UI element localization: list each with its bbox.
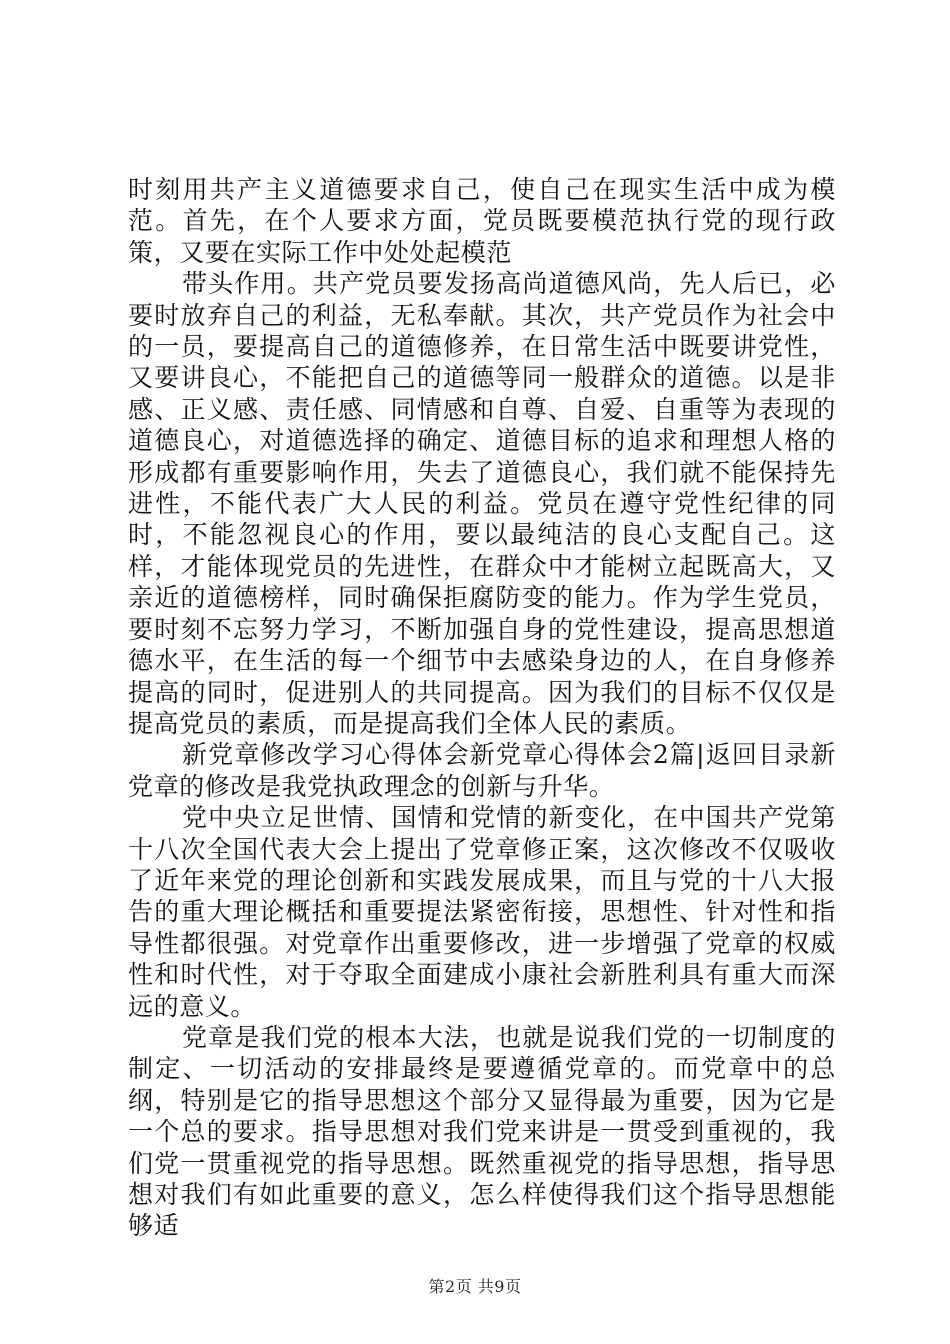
paragraph-2: 带头作用。共产党员要发扬高尚道德风尚，先人后已，必要时放弃自己的利益，无私奉献。其次，共产党员作为社会中的一员，要提高自己的道德修养，在日常生活中既要讲党性，又要讲良心，不能把自己的道德等同一般群众的道德。以是非感、正义感、责任感、同情感和自尊、自爱、自重等为表现的道德良心，对道德选择的确定、道德目标的追求和理想人格的形成都有重要影响作用，失去了道德良心，我们就不能保持先进性，不能代表广大人民的利益。党员在遵守党性纪律的同时，不能忽视良心的作用，要以最纯洁的良心支配自己。这样，才能体现党员的先进性，在群众中才能树立起既高大，又亲近的道德榜样，同时确保拒腐防变的能力。作为学生党员，要时刻不忘努力学习，不断加强自身的党性建设，提高思想道德水平，在生活的每一个细节中去感染身边的人，在自身修养提高的同时，促进别人的共同提高。因为我们的目标不仅仅是提高党员的素质，而是提高我们全体人民的素质。 (128, 269, 836, 738)
paragraph-1: 时刻用共产主义道德要求自己，使自己在现实生活中成为模范。首先，在个人要求方面，党员既要模范执行党的现行政策，又要在实际工作中处处起模范 (128, 175, 836, 267)
paragraph-3: 新党章修改学习心得体会新党章心得体会2篇|返回目录新党章的修改是我党执政理念的创新与升华。 (128, 740, 836, 801)
paragraph-5: 党章是我们党的根本大法，也就是说我们党的一切制度的制定、一切活动的安排最终是要遵循党章的。而党章中的总纲，特别是它的指导思想这个部分又显得最为重要，因为它是一个总的要求。指导思想对我们党来讲是一贯受到重视的，我们党一贯重视党的指导思想。既然重视党的指导思想，指导思想对我们有如此重要的意义，怎么样使得我们这个指导思想能够适 (128, 1022, 836, 1241)
paragraph-4: 党中央立足世情、国情和党情的新变化，在中国共产党第十八次全国代表大会上提出了党章修正案，这次修改不仅吸收了近年来党的理论创新和实践发展成果，而且与党的十八大报告的重大理论概括和重要提法紧密衔接，思想性、针对性和指导性都很强。对党章作出重要修改，进一步增强了党章的权威性和时代性，对于夺取全面建成小康社会新胜利具有重大而深远的意义。 (128, 803, 836, 1021)
document-body (128, 174, 836, 1242)
page-number-footer: 第2页 共9页 (428, 1277, 522, 1296)
